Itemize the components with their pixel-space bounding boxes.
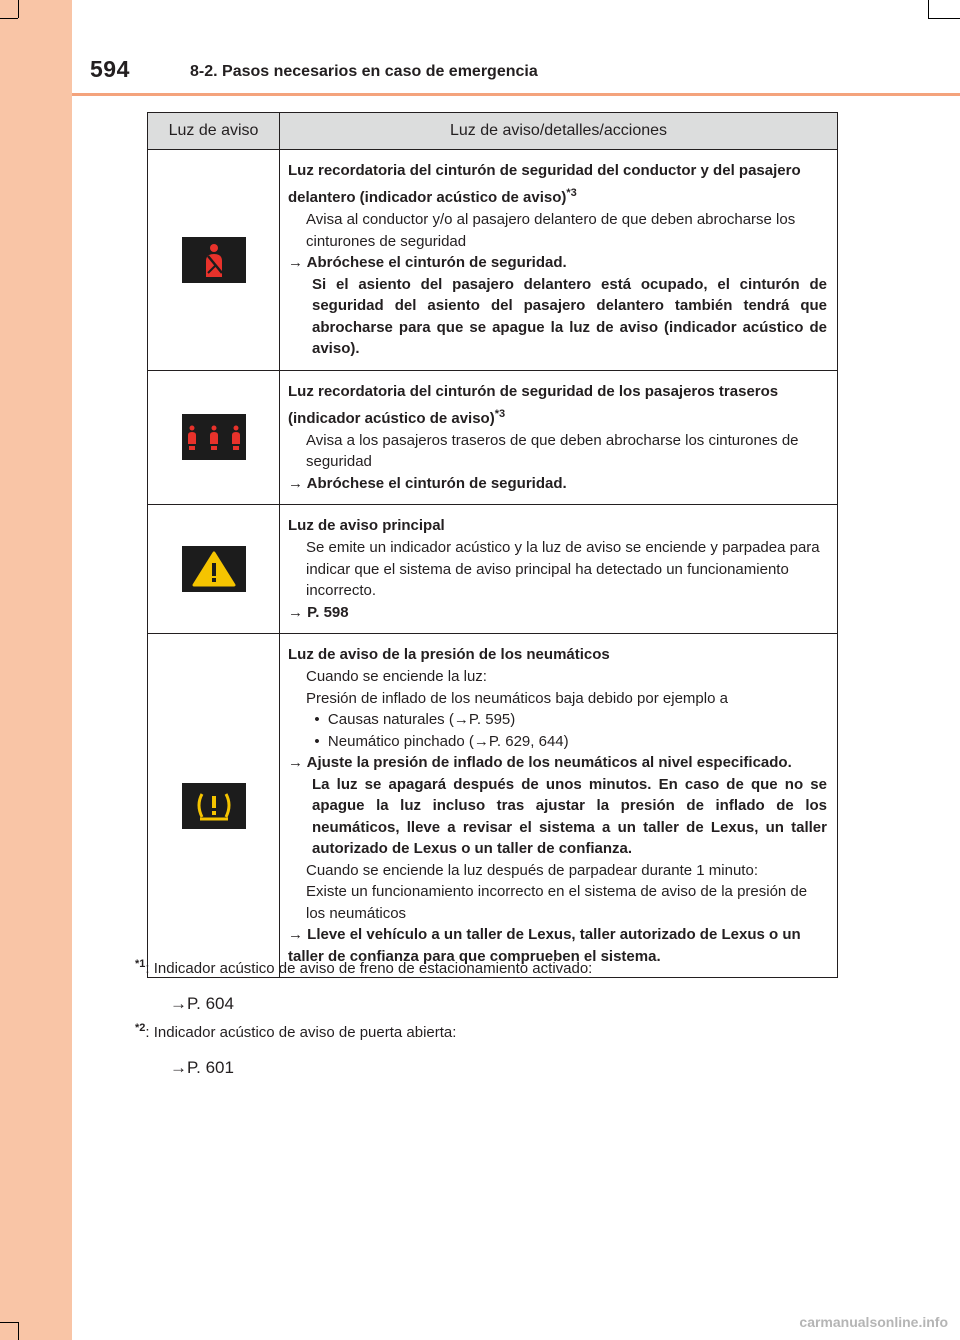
footnote-reference: →P. 601 — [170, 1058, 234, 1077]
column-header: Luz de aviso — [148, 113, 280, 150]
condition-text: Presión de inflado de los neumáticos baja debido por ejemplo a — [306, 689, 728, 707]
details-cell — [280, 505, 838, 634]
section-title: 8-2. Pasos necesarios en caso de emergencia — [190, 63, 538, 80]
rear-seatbelt-reminder-icon — [182, 414, 246, 460]
icon-cell — [148, 634, 280, 978]
icon-cell — [148, 370, 280, 505]
table-row — [148, 370, 838, 505]
table-row — [148, 505, 838, 634]
page-reference: → P. 598 — [288, 603, 349, 621]
warning-description: Se emite un indicador acústico y la luz de aviso se enciende y parpadea para indicar que el sistema de aviso principal ha detectado un funcionamiento incorrecto. — [306, 539, 820, 599]
warning-lights-table — [147, 112, 838, 978]
header-rule — [72, 93, 960, 96]
page-margin-band — [0, 0, 72, 1340]
details-cell — [280, 634, 838, 978]
details-cell — [280, 150, 838, 371]
crop-mark — [928, 0, 929, 18]
list-item: • Neumático pinchado (→P. 629, 644) — [306, 732, 569, 750]
list-item: • Causas naturales (→P. 595) — [306, 711, 516, 728]
action-line: → Abróchese el cinturón de seguridad. — [288, 474, 567, 492]
action-detail: La luz se apagará después de unos minutos. En caso de que no se apague la luz incluso tras ajustar la presión de inflado de los neumáticos, lleve a revisar el sistema a un taller de Lexus, un taller autorizado de Lexus o un taller de confianza. — [312, 775, 827, 857]
warning-description: Avisa a los pasajeros traseros de que deben abrocharse los cinturones de seguridad — [306, 431, 799, 470]
table-row — [148, 150, 838, 371]
warning-title: Luz de aviso de la presión de los neumáticos — [288, 646, 610, 663]
condition-label: Cuando se enciende la luz después de parpadear durante 1 minuto: — [306, 861, 758, 879]
page-number: 594 — [90, 56, 130, 82]
warning-title: Luz de aviso principal — [288, 517, 445, 534]
master-warning-icon — [182, 546, 246, 592]
footnote-reference: →P. 604 — [170, 994, 234, 1013]
crop-mark — [0, 1322, 18, 1323]
crop-mark — [18, 1322, 19, 1340]
watermark: carmanualsonline.info — [799, 1314, 948, 1330]
details-cell — [280, 370, 838, 505]
footnote: $^{*2}$: Indicador acústico de aviso de puerta abierta: — [135, 1022, 457, 1041]
tire-pressure-warning-icon — [182, 783, 246, 829]
seatbelt-reminder-icon — [182, 237, 246, 283]
action-line: → Ajuste la presión de inflado de los neumáticos al nivel especificado. — [288, 754, 792, 771]
crop-mark — [18, 0, 19, 18]
warning-title: Luz recordatoria del cinturón de seguridad de los pasajeros traseros (indicador acústico de aviso)$^{*3}$ — [288, 382, 779, 427]
crop-mark — [0, 18, 18, 19]
icon-cell — [148, 505, 280, 634]
icon-cell — [148, 150, 280, 371]
action-line: → Lleve el vehículo a un taller de Lexus, taller autorizado de Lexus o un taller de confianza para que comprueben el sistema. — [288, 926, 801, 965]
column-header: Luz de aviso/detalles/acciones — [280, 113, 838, 150]
crop-mark — [928, 18, 960, 19]
condition-label: Cuando se enciende la luz: — [306, 668, 487, 685]
table-header-row — [148, 113, 838, 150]
warning-description: Avisa al conductor y/o al pasajero delantero de que deben abrocharse los cinturones de seguridad — [306, 211, 796, 250]
condition-text: Existe un funcionamiento incorrecto en el sistema de aviso de la presión de los neumáticos — [306, 883, 808, 922]
action-detail: Si el asiento del pasajero delantero está ocupado, el cinturón de seguridad del asiento del pasajero delantero también tendrá que abrocharse para que se apague la luz de aviso (indicador acústico de aviso). — [312, 275, 827, 357]
action-line: → Abróchese el cinturón de seguridad. — [288, 254, 567, 271]
footnote: $^{*1}$: Indicador acústico de aviso de freno de estacionamiento activado: — [135, 958, 593, 977]
warning-title: Luz recordatoria del cinturón de seguridad del conductor y del pasajero delantero (indicador acústico de aviso)$^{*3}$ — [288, 162, 801, 206]
table-row — [148, 634, 838, 978]
